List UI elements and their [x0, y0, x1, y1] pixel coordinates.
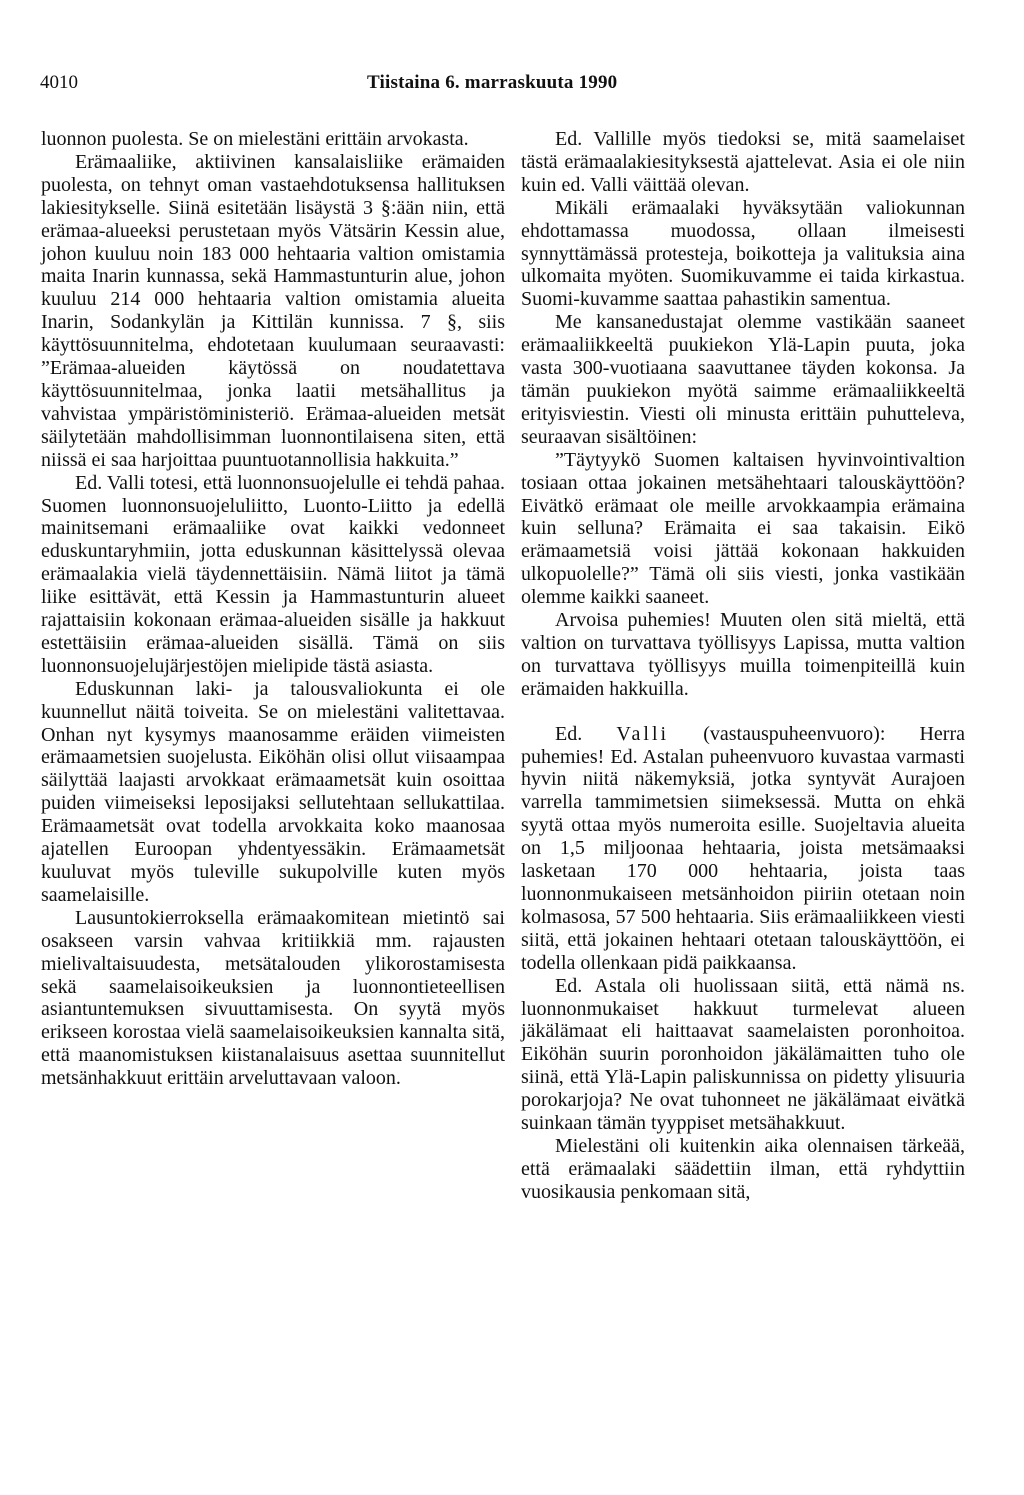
left-column [41, 128, 505, 1090]
page-header [40, 72, 984, 102]
paragraph: Mielestäni oli kuitenkin aika olennaisen tärkeää, että erämaalaki säädettiin ilman, että ryhdyttiin vuosikausia penkomaan sitä, [521, 1134, 965, 1203]
paragraph: ”Täytyykö Suomen kaltaisen hyvinvointivaltion tosiaan ottaa jokainen metsähehtaari talouskäyttöön? Eivätkö erämaat ole meille arvokkaampia erämaina kuin selluna? Erämaita ei saa takaisin. Eikö erämaametsiä voisi jättää kokonaan hakkuiden ulkopuolelle?” Tämä oli siis viesti, jonka vastikään olemme kaikki saaneet. [521, 448, 965, 609]
paragraph: luonnon puolesta. Se on mielestäni erittäin arvokasta. [41, 128, 469, 150]
paragraph: Lausuntokierroksella erämaakomitean mietintö sai osakseen varsin vahvaa kritiikkiä mm. rajausten mielivaltaisuudesta, metsätalouden ylikorostamisesta sekä saamelaisoikeuksien ja luonnontieteellisen asiantuntemuksen sivuuttamisesta. On syytä myös erikseen korostaa vielä saamelaisoikeuksien kannalta sitä, että maanomistuksen kiistanalaisuus asettaa suunnitellut metsänhakkuut erittäin arveluttavaan valoon. [41, 906, 505, 1090]
paragraph: Ed. Valli totesi, että luonnonsuojelulle ei tehdä pahaa. Suomen luonnonsuojeluliitto, Luonto-Liitto ja edellä mainitsemani erämaaliike ovat kaikki vedonneet eduskuntaryhmiin, jotta eduskunnan käsittelyssä olevaa erämaalakia vielä täydennettäisiin. Nämä liitot ja tämä liike esittävät, että Kessin ja Hammastunturin alueet rajattaisiin kokonaan erämaa-alueiden sisälle ja hakkuut estettäisiin erämaa-alueiden sisällä. Tämä on siis luonnonsuojelujärjestöjen mielipide tästä asiasta. [41, 471, 505, 677]
speaker-name: Valli [616, 722, 670, 745]
page-number: 4010 [40, 72, 78, 93]
paragraph: Ed. Vallille myös tiedoksi se, mitä saamelaiset tästä erämaalakiesityksestä ajattelevat. Asia ei ole niin kuin ed. Valli väittää olevan. [521, 128, 965, 196]
speaker-title: Ed. [555, 722, 583, 745]
speech-paragraph [521, 723, 965, 975]
paragraph: Eduskunnan laki- ja talousvaliokunta ei ole kuunnellut näitä toiveita. Se on mielestäni valitettavaa. Onhan nyt kysymys maanosamme eräiden viimeisten erämaametsien suojelusta. Eiköhän olisi ollut viisaampaa säilyttää laajasti arvokkaat erämaametsät kuin osoittaa puiden viimeiseksi leposijaksi sellutehtaan sellukattilaa. Erämaametsät ovat todella arvokkaita koko maanosaa ajatellen Euroopan yhdentyessäkin. Erämaametsät kuuluvat myös tuleville sukupolville kuten myös saamelaisille. [41, 677, 505, 906]
running-head-date: Tiistaina 6. marraskuuta 1990 [367, 72, 618, 93]
paragraph: Erämaaliike, aktiivinen kansalaisliike erämaiden puolesta, on tehnyt oman vastaehdotuksensa hallituksen lakiesitykselle. Siinä esitetään lisäystä 3 §:ään niin, että erämaa-alueeksi perustetaan myös Vätsärin Kessin alue, johon kuuluu noin 183 000 hehtaaria valtion omistamia maita Inarin kunnassa, sekä Hammastunturin alue, johon kuuluu 214 000 hehtaaria valtion omistamia alueita Inarin, Sodankylän ja Kittilän kunnissa. 7 §, siis käyttösuunnitelma, ehdotetaan kuulumaan seuraavasti: ”Erämaa-alueiden käytössä on noudatettava käyttösuunnitelmaa, jonka laatii metsähallitus ja vahvistaa ympäristöministeriö. Erämaa-alueiden metsät säilytetään mahdollisimman luonnontilaisena siten, että niissä ei saa harjoittaa puuntuotannollisia hakkuita.” [41, 150, 505, 471]
paragraph: Ed. Astala oli huolissaan siitä, että nämä ns. luonnonmukaiset hakkuut turmelevat alueen jäkälämaat eli haittaavat saamelaisten poronhoitoa. Eiköhän suurin poronhoidon jäkälämaitten tuho ole siinä, että Ylä-Lapin paliskunnissa on pidetty ylisuuria porokarjoja? Ne ovat tuhonneet ne jäkälämaat eivätkä suinkaan tämän tyyppiset metsähakkuut. [521, 974, 965, 1135]
paragraph: Arvoisa puhemies! Muuten olen sitä mieltä, että valtion on turvattava työllisyys Lapissa, mutta valtion on turvattava työllisyys muilla toimenpiteillä kuin erämaiden hakkuilla. [521, 609, 965, 700]
paragraph: Me kansanedustajat olemme vastikään saaneet erämaaliikkeeltä puukiekon Ylä-Lapin puuta, joka vasta 300-vuotiaana saavuttanee täyden kokonsa. Ja tämän puukiekon myötä saimme erämaaliikkeeltä erityisviestin. Viesti oli minusta erittäin puhutteleva, seuraavan sisältöinen: [521, 311, 965, 448]
paragraph: Mikäli erämaalaki hyväksytään valiokunnan ehdottamassa muodossa, ollaan ilmeisesti synnyttämässä protesteja, boikotteja ja valituksia aina ulkomaita myöten. Suomikuvamme ei taida kirkastua. Suomi-kuvamme saattaa pahastikin samentua. [521, 196, 965, 311]
right-column [521, 128, 965, 1204]
speech-text: (vastauspuheenvuoro): Herra puhemies! Ed. Astalan puheenvuoro kuvastaa varmasti hyvin niitä näkemyksiä, jotka syntyvät Aurajoen varrella tammimetsien siimeksessä. Mutta on ehkä syytä ottaa myös numeroita esille. Suojeltavia alueita on 1,5 miljoonaa hehtaaria, joista metsämaaksi lasketaan 170 000 hehtaaria, joista taas luonnonmukaiseen metsänhoidon piiriin otetaan noin kolmasosa, 57 500 hehtaaria. Siis erämaaliikkeen viesti siitä, että jokainen hehtaari otetaan talouskäyttöön, ei todella ollenkaan pidä paikkaansa. [521, 722, 966, 974]
